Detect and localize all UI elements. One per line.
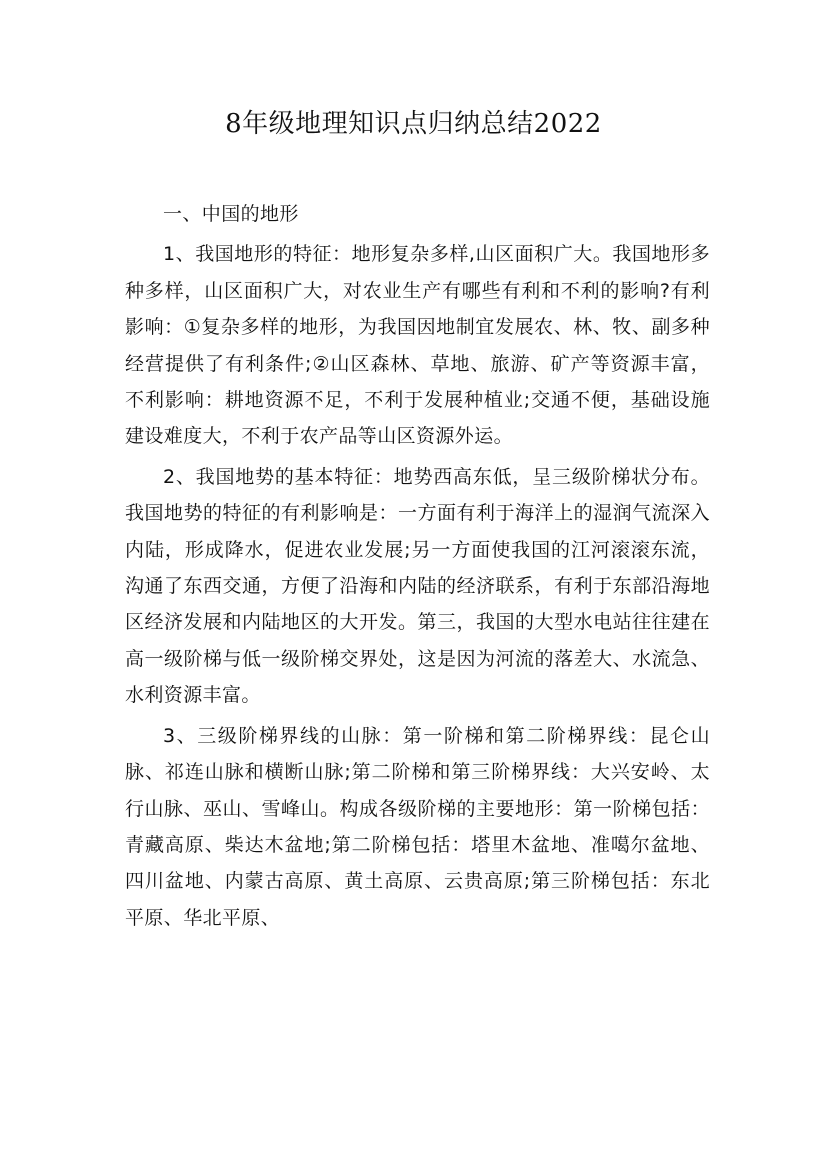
section-heading: 一、中国的地形 — [163, 203, 299, 225]
paragraph-3: 3、三级阶梯界线的山脉：第一阶梯和第二阶梯界线：昆仑山脉、祁连山脉和横断山脉;第二阶梯和第三阶梯界线：大兴安岭、太行山脉、巫山、雪峰山。构成各级阶梯的主要地形：第一阶梯包括：青藏高原、柴达木盆地;第二阶梯包括：塔里木盆地、准噶尔盆地、四川盆地、内蒙古高原、黄土高原、云贵高原;第三阶梯包括：东北平原、华北平原、 — [125, 724, 710, 929]
paragraph-1: 1、我国地形的特征：地形复杂多样,山区面积广大。我国地形多种多样，山区面积广大，对农业生产有哪些有利和不利的影响?有利影响：①复杂多样的地形，为我国因地制宜发展农、林、牧、副多种经营提供了有利条件;②山区森林、草地、旅游、矿产等资源丰富，不利影响：耕地资源不足，不利于发展种植业;交通不便，基础设施建设难度大，不利于农产品等山区资源外运。 — [125, 243, 710, 448]
paragraph-2: 2、我国地势的基本特征：地势西高东低，呈三级阶梯状分布。我国地势的特征的有利影响是：一方面有利于海洋上的湿润气流深入内陆，形成降水，促进农业发展;另一方面使我国的江河滚滚东流，沟通了东西交通，方便了沿海和内陆的经济联系，有利于东部沿海地区经济发展和内陆地区的大开发。第三，我国的大型水电站往往建在高一级阶梯与低一级阶梯交界处，这是因为河流的落差大、水流急、水利资源丰富。 — [125, 465, 710, 707]
document-body — [125, 196, 710, 936]
document-title: 8年级地理知识点归纳总结2022 — [225, 109, 602, 139]
